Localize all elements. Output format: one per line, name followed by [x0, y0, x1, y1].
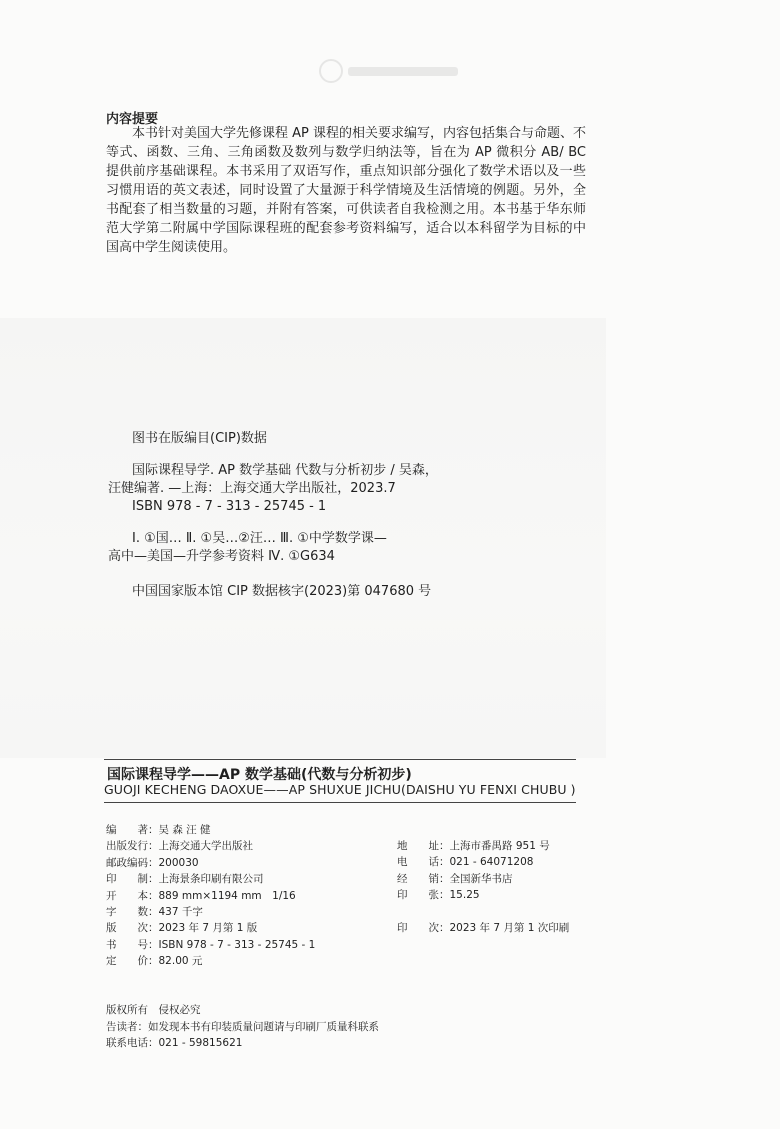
- cip-classification: [108, 530, 578, 566]
- copyright-footer: [106, 1002, 379, 1052]
- contact-phone: 联系电话：021 - 59815621: [106, 1037, 243, 1049]
- publisher-logo-watermark: [318, 58, 466, 84]
- info-row-publisher: 出版发行：上海交通大学出版社: [106, 840, 253, 853]
- cip-title: 图书在版编目(CIP)数据: [132, 431, 267, 446]
- cip-number: [108, 583, 578, 601]
- cip-line-3: ISBN 978 - 7 - 313 - 25745 - 1: [132, 499, 327, 514]
- summary-text: [106, 124, 586, 257]
- info-row-wordcount: 字 数：437 千字: [106, 905, 203, 918]
- cip-line-1: 国际课程导学. AP 数学基础 代数与分析初步 / 吴森，: [132, 463, 438, 478]
- info-row-editor: 编 著：吴 森 汪 健: [106, 824, 211, 836]
- info-row-printer: 印 制：上海景条印刷有限公司: [106, 873, 264, 886]
- info-row-phone: 电 话：021 - 64071208: [397, 856, 534, 869]
- book-title-cn: 国际课程导学——AP 数学基础(代数与分析初步): [107, 767, 412, 783]
- book-title-en: GUOJI KECHENG DAOXUE——AP SHUXUE JICHU(DAISHU YU FENXI CHUBU ): [104, 782, 576, 797]
- spacer: [397, 904, 569, 920]
- info-row-printing: 印 次：2023 年 7 月第 1 次印刷: [397, 921, 570, 934]
- info-row-isbn: 书 号：ISBN 978 - 7 - 313 - 25745 - 1: [106, 938, 316, 951]
- info-row-price: 定 价：82.00 元: [106, 955, 203, 968]
- summary-paragraph: 本书针对美国大学先修课程 AP 课程的相关要求编写，内容包括集合与命题、不等式、函数、三角、三角函数及数列与数学归纳法等，旨在为 AP 微积分 AB/ BC 提供前序基础课程。本书采用了双语写作，重点知识部分强化了数学术语以及一些习惯用语的英文表述，同时设置了大量源于科学情境及生活情境的例题。另外，全书配套了相当数量的习题，并附有答案，可供读者自我检测之用。本书基于华东师范大学第二附属中学国际课程班的配套参考资料编写，适合以本科留学为目标的中国高中学生阅读使用。: [106, 126, 586, 255]
- info-row-address: 地 址：上海市番禺路 951 号: [397, 840, 550, 852]
- publication-info-left: [106, 822, 315, 970]
- cip-line-5: 高中—美国—升学参考资料 Ⅳ. ①G634: [108, 549, 335, 564]
- publication-info-right: [397, 838, 569, 936]
- divider-top: [104, 759, 576, 760]
- info-row-edition: 版 次：2023 年 7 月第 1 版: [106, 922, 258, 935]
- cip-record: [108, 462, 578, 516]
- info-row-format: 开 本：889 mm×1194 mm 1/16: [106, 889, 296, 902]
- cip-line-4: Ⅰ. ①国… Ⅱ. ①吴…②汪… Ⅲ. ①中学数学课—: [132, 531, 387, 546]
- info-row-postcode: 邮政编码：200030: [106, 856, 199, 869]
- reader-notice: 告读者：如发现本书有印装质量问题请与印刷厂质量科联系: [106, 1020, 379, 1033]
- copyright-notice: 版权所有 侵权必究: [106, 1004, 201, 1016]
- info-row-sheets: 印 张：15.25: [397, 889, 480, 902]
- info-row-distributor: 经 销：全国新华书店: [397, 872, 513, 885]
- cip-line-2: 汪健编著. —上海：上海交通大学出版社，2023.7: [108, 481, 396, 496]
- cip-line-6: 中国国家版本馆 CIP 数据核字(2023)第 047680 号: [132, 584, 432, 599]
- summary-heading: 内容提要: [106, 112, 159, 127]
- divider-bottom: [104, 802, 576, 803]
